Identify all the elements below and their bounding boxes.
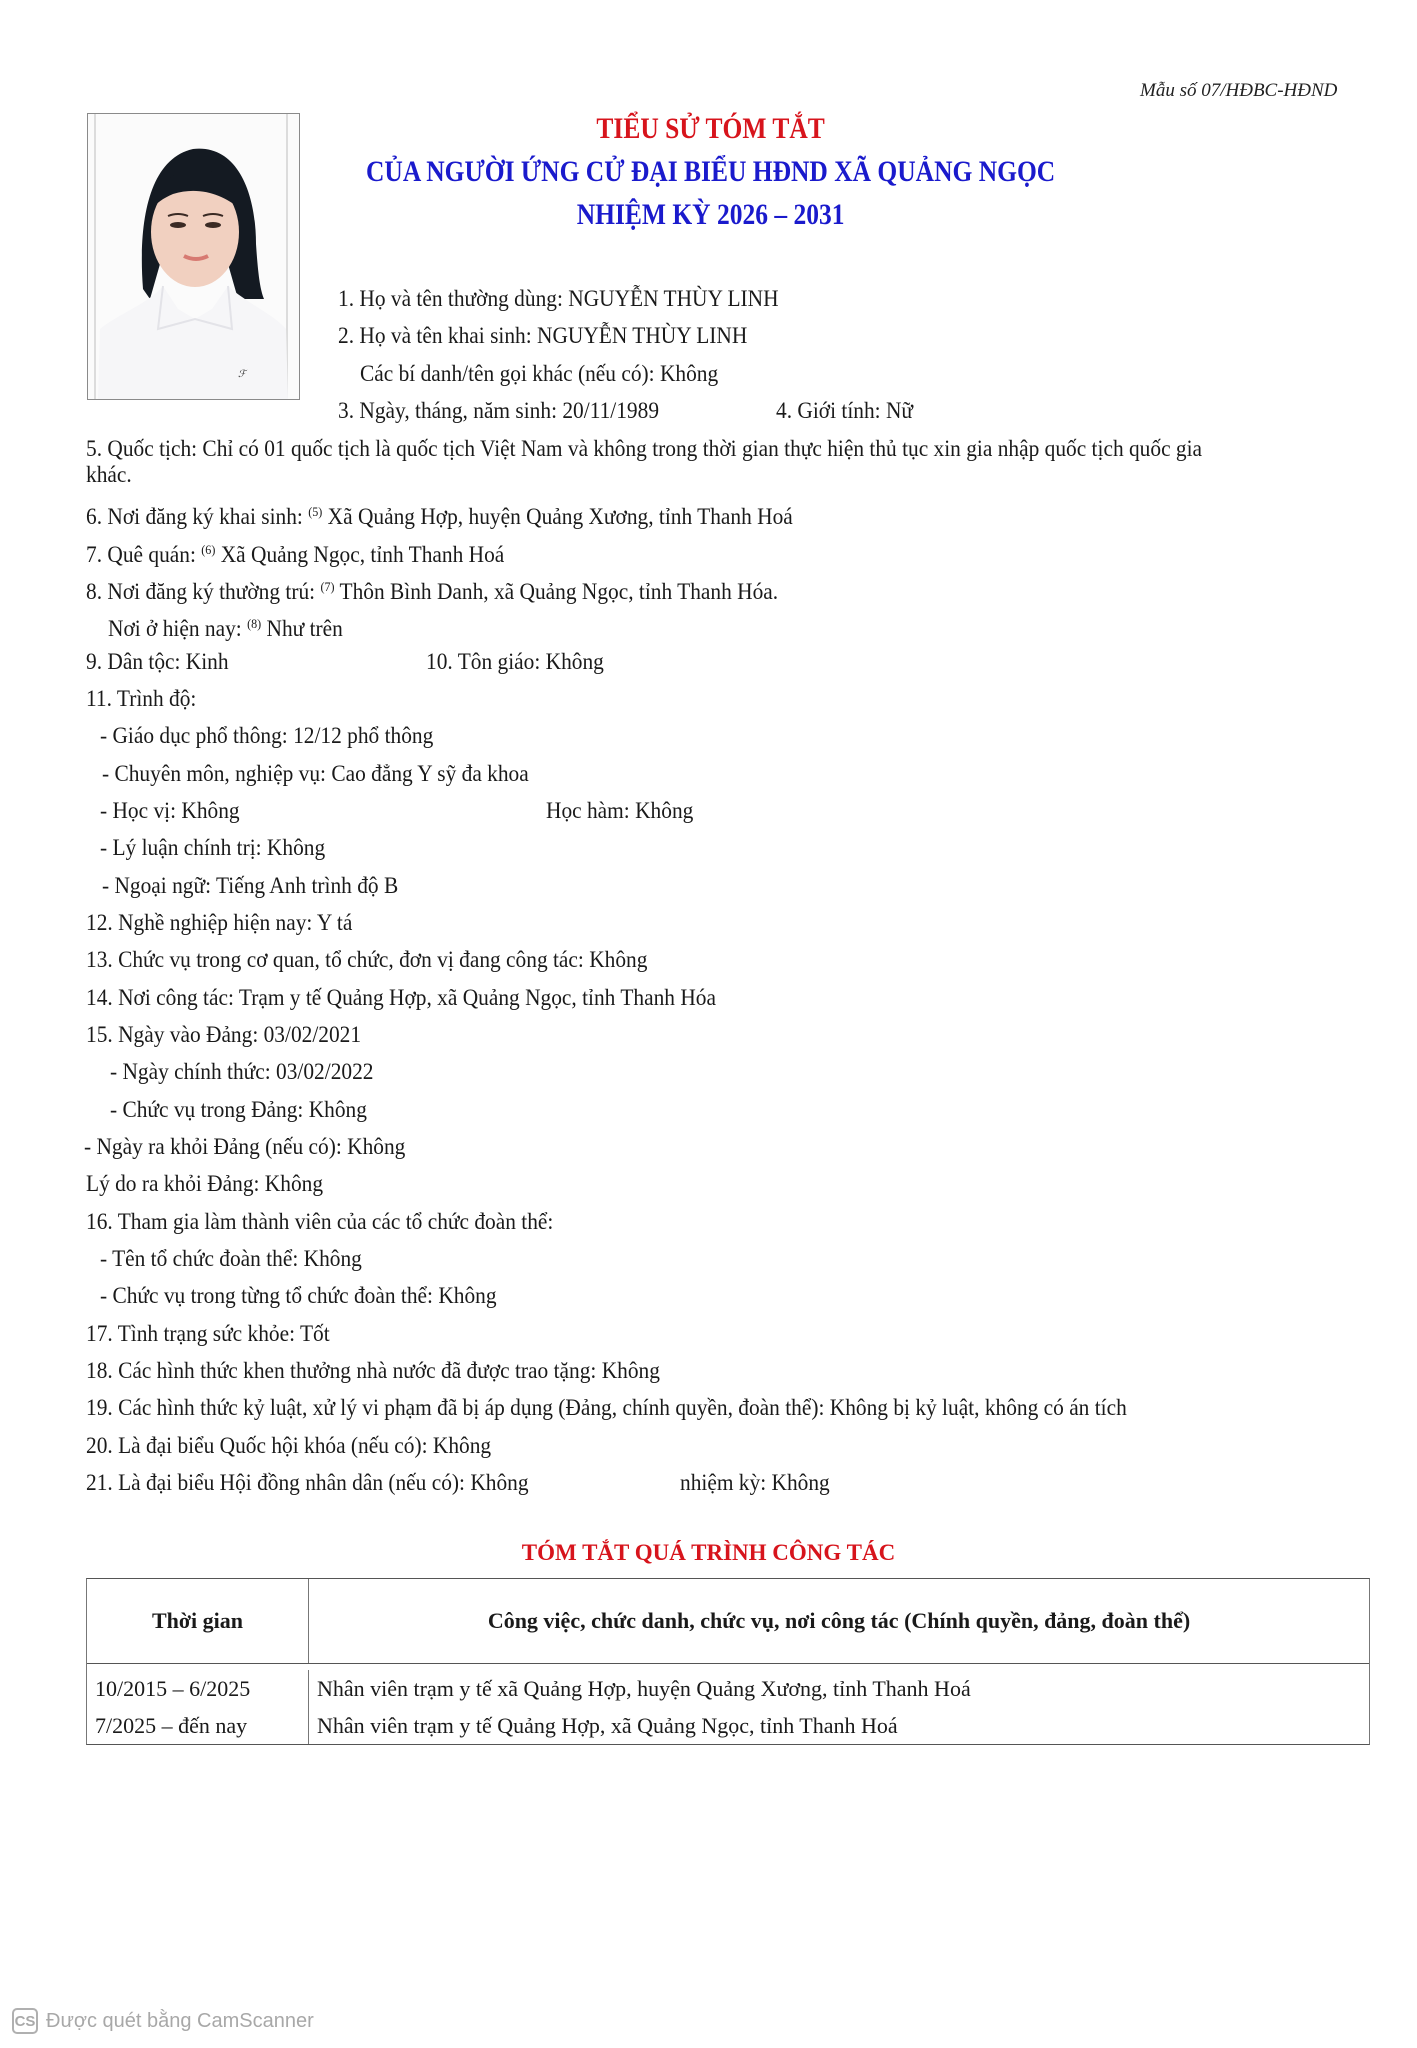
field-common-name: 1. Họ và tên thường dùng: NGUYỄN THÙY LINH xyxy=(338,286,779,311)
field-birth-registration xyxy=(86,498,793,531)
watermark-text: Được quét bằng CamScanner xyxy=(46,2009,314,2032)
column-header-time: Thời gian xyxy=(87,1579,309,1663)
table-header xyxy=(87,1579,1369,1664)
field-organizations: 16. Tham gia làm thành viên của các tổ chức đoàn thể: xyxy=(86,1209,554,1234)
field-occupation: 12. Nghề nghiệp hiện nay: Y tá xyxy=(86,910,353,935)
field-awards: 18. Các hình thức khen thưởng nhà nước đã được trao tặng: Không xyxy=(86,1358,660,1383)
field-party-join-date: 15. Ngày vào Đảng: 03/02/2021 xyxy=(86,1022,362,1047)
field-organization-name: - Tên tổ chức đoàn thể: Không xyxy=(100,1246,362,1271)
portrait-photo xyxy=(87,113,300,400)
table-row xyxy=(87,1707,1369,1744)
value: Thôn Bình Danh, xã Quảng Ngọc, tỉnh Thanh Hóa. xyxy=(334,579,779,604)
camscanner-logo-icon: CS xyxy=(12,2008,38,2034)
field-workplace: 14. Nơi công tác: Trạm y tế Quảng Hợp, xã Quảng Ngọc, tỉnh Thanh Hóa xyxy=(86,985,716,1010)
footnote-ref: (7) xyxy=(320,579,335,594)
field-peoples-council: 21. Là đại biểu Hội đồng nhân dân (nếu có): Không xyxy=(86,1470,529,1495)
work-history-title: TÓM TẮT QUÁ TRÌNH CÔNG TÁC xyxy=(521,1540,896,1565)
field-education-heading: 11. Trình độ: xyxy=(86,686,197,711)
value: Xã Quảng Hợp, huyện Quảng Xương, tỉnh Thanh Hoá xyxy=(322,504,793,529)
value: Như trên xyxy=(261,616,343,641)
field-party-official-date: - Ngày chính thức: 03/02/2022 xyxy=(110,1059,374,1084)
document-term: NHIỆM KỲ 2026 – 2031 xyxy=(576,198,845,231)
field-organization-position: - Chức vụ trong từng tổ chức đoàn thể: Không xyxy=(100,1283,497,1308)
field-hometown xyxy=(86,536,504,569)
svg-text:ℱ: ℱ xyxy=(238,369,246,380)
field-national-assembly: 20. Là đại biểu Quốc hội khóa (nếu có): Không xyxy=(86,1433,492,1458)
work-history-table xyxy=(86,1578,1370,1745)
field-discipline: 19. Các hình thức kỷ luật, xử lý vi phạm đã bị áp dụng (Đảng, chính quyền, đoàn thể): Không bị kỷ luật, không có án tích xyxy=(86,1395,1127,1420)
footnote-ref: (8) xyxy=(247,616,262,631)
field-birth-name: 2. Họ và tên khai sinh: NGUYỄN THÙY LINH xyxy=(338,323,748,348)
portrait-photo-icon xyxy=(88,114,299,399)
label: 7. Quê quán: xyxy=(86,542,202,567)
footnote-ref: (5) xyxy=(308,504,323,519)
label: Nơi ở hiện nay: xyxy=(108,616,248,641)
field-aliases: Các bí danh/tên gọi khác (nếu có): Không xyxy=(360,361,719,386)
cell-job: Nhân viên trạm y tế Quảng Hợp, xã Quảng Ngọc, tỉnh Thanh Hoá xyxy=(317,1712,898,1738)
document-title: TIỂU SỬ TÓM TẮT xyxy=(596,112,825,145)
table-row xyxy=(87,1670,1369,1707)
field-nationality-cont: khác. xyxy=(86,462,132,487)
field-general-education: - Giáo dục phổ thông: 12/12 phổ thông xyxy=(100,723,434,748)
field-gender: 4. Giới tính: Nữ xyxy=(776,398,914,423)
field-peoples-council-term: nhiệm kỳ: Không xyxy=(680,1470,830,1495)
form-code: Mẫu số 07/HĐBC-HĐND xyxy=(1140,80,1338,101)
value: Xã Quảng Ngọc, tỉnh Thanh Hoá xyxy=(215,542,505,567)
field-birth-date: 3. Ngày, tháng, năm sinh: 20/11/1989 xyxy=(338,398,660,423)
field-professional: - Chuyên môn, nghiệp vụ: Cao đẳng Y sỹ đa khoa xyxy=(102,761,529,786)
camscanner-watermark xyxy=(12,2008,314,2034)
field-political-theory: - Lý luận chính trị: Không xyxy=(100,835,326,860)
field-degree: - Học vị: Không xyxy=(100,798,240,823)
label: 6. Nơi đăng ký khai sinh: xyxy=(86,504,309,529)
field-permanent-residence xyxy=(86,573,778,606)
cell-job: Nhân viên trạm y tế xã Quảng Hợp, huyện Quảng Xương, tỉnh Thanh Hoá xyxy=(317,1675,971,1701)
column-header-job: Công việc, chức danh, chức vụ, nơi công tác (Chính quyền, đảng, đoàn thể) xyxy=(487,1608,1191,1633)
field-position: 13. Chức vụ trong cơ quan, tổ chức, đơn vị đang công tác: Không xyxy=(86,947,648,972)
footnote-ref: (6) xyxy=(201,542,216,557)
field-ethnicity: 9. Dân tộc: Kinh xyxy=(86,649,229,674)
field-foreign-language: - Ngoại ngữ: Tiếng Anh trình độ B xyxy=(102,873,399,898)
cell-time: 7/2025 – đến nay xyxy=(87,1707,309,1744)
field-party-position: - Chức vụ trong Đảng: Không xyxy=(110,1097,367,1122)
field-party-leave-reason: Lý do ra khỏi Đảng: Không xyxy=(86,1171,324,1196)
field-nationality: 5. Quốc tịch: Chỉ có 01 quốc tịch là quốc tịch Việt Nam và không trong thời gian thực hiện thủ tục xin gia nhập quốc tịch quốc gia xyxy=(86,436,1203,461)
field-health: 17. Tình trạng sức khỏe: Tốt xyxy=(86,1321,330,1346)
cell-time: 10/2015 – 6/2025 xyxy=(87,1670,309,1707)
field-party-leave-date: - Ngày ra khỏi Đảng (nếu có): Không xyxy=(84,1134,406,1159)
document-subtitle: CỦA NGƯỜI ỨNG CỬ ĐẠI BIỂU HĐND XÃ QUẢNG NGỌC xyxy=(365,155,1056,188)
field-academic-title: Học hàm: Không xyxy=(546,798,694,823)
field-current-residence xyxy=(108,610,343,643)
label: 8. Nơi đăng ký thường trú: xyxy=(86,579,321,604)
field-religion: 10. Tôn giáo: Không xyxy=(426,649,604,674)
